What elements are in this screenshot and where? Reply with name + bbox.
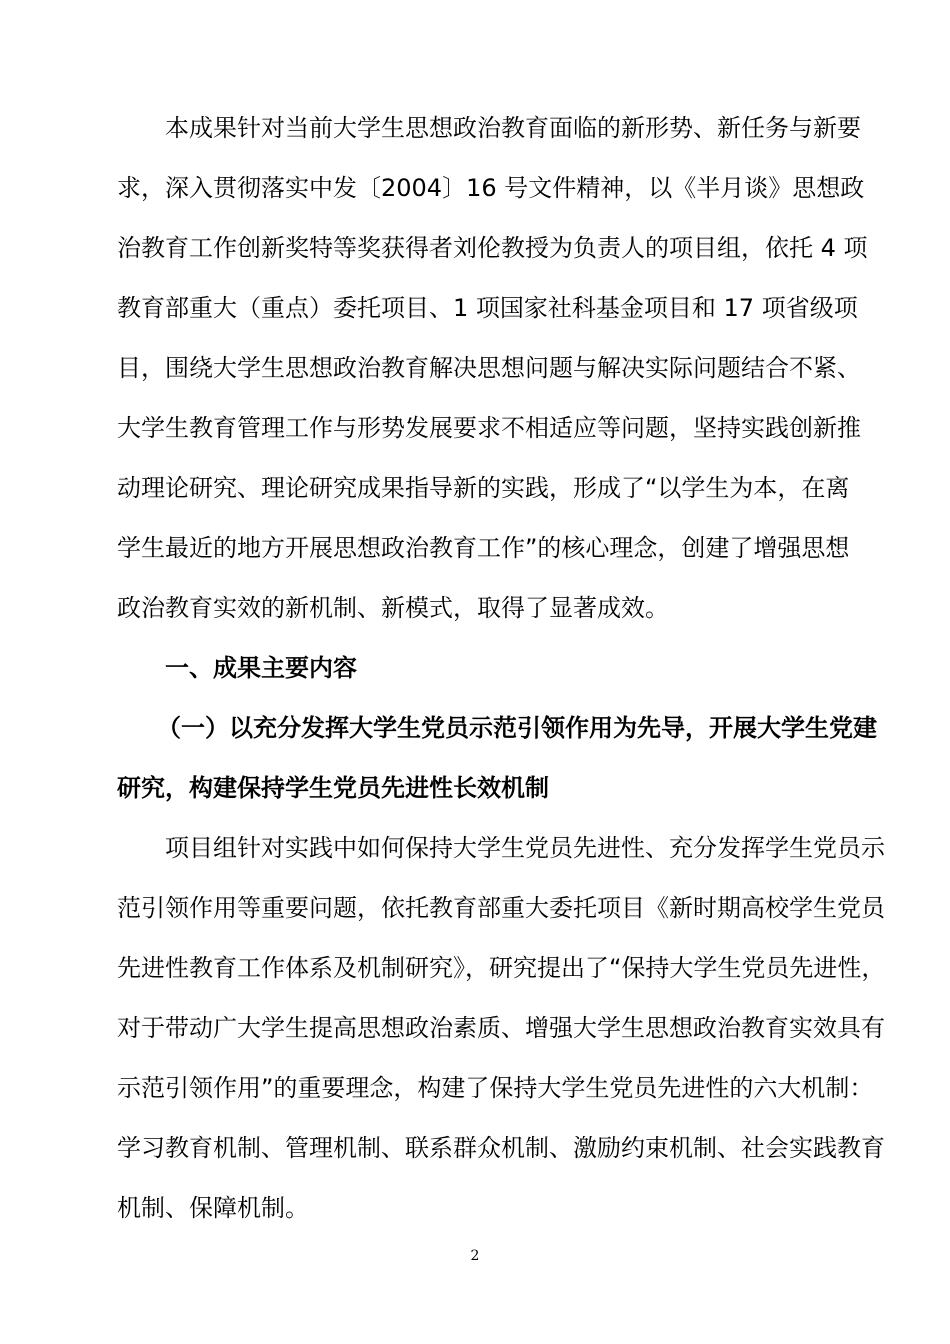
- paragraph-line: 政治教育实效的新机制、新模式，取得了显著成效。: [117, 594, 669, 622]
- paragraph-line: 项目组针对实践中如何保持大学生党员先进性、充分发挥学生党员示: [165, 834, 885, 862]
- paragraph-line: 学生最近的地方开展思想政治教育工作”的核心理念，创建了增强思想: [117, 534, 850, 562]
- subsection-heading-line: （一）以充分发挥大学生党员示范引领作用为先导，开展大学生党建: [157, 714, 877, 742]
- paragraph-line: 求，深入贯彻落实中发〔2004〕16 号文件精神，以《半月谈》思想政: [117, 174, 865, 202]
- paragraph-line: 先进性教育工作体系及机制研究》，研究提出了“保持大学生党员先进性，: [117, 954, 886, 982]
- paragraph-line: 教育部重大（重点）委托项目、1 项国家社科基金项目和 17 项省级项: [117, 294, 858, 322]
- page-number: 2: [470, 1248, 480, 1264]
- paragraph-line: 动理论研究、理论研究成果指导新的实践，形成了“以学生为本，在离: [117, 474, 850, 502]
- paragraph-line: 目，围绕大学生思想政治教育解决思想问题与解决实际问题结合不紧、: [117, 354, 861, 382]
- section-heading: 一、成果主要内容: [165, 654, 357, 682]
- paragraph-line: 大学生教育管理工作与形势发展要求不相适应等问题，坚持实践创新推: [117, 414, 861, 442]
- paragraph-line: 治教育工作创新奖特等奖获得者刘伦教授为负责人的项目组，依托 4 项: [117, 234, 868, 262]
- paragraph-line: 范引领作用等重要问题，依托教育部重大委托项目《新时期高校学生党员: [117, 894, 885, 922]
- paragraph-line: 学习教育机制、管理机制、联系群众机制、激励约束机制、社会实践教育: [117, 1134, 885, 1162]
- document-body: [117, 98, 886, 1238]
- subsection-heading-line: 研究，构建保持学生党员先进性长效机制: [117, 774, 549, 802]
- paragraph-line: 示范引领作用”的重要理念，构建了保持大学生党员先进性的六大机制：: [117, 1074, 874, 1102]
- paragraph-line: 机制、保障机制。: [117, 1194, 309, 1222]
- paragraph-line: 本成果针对当前大学生思想政治教育面临的新形势、新任务与新要: [165, 114, 861, 142]
- paragraph-line: 对于带动广大学生提高思想政治素质、增强大学生思想政治教育实效具有: [117, 1014, 885, 1042]
